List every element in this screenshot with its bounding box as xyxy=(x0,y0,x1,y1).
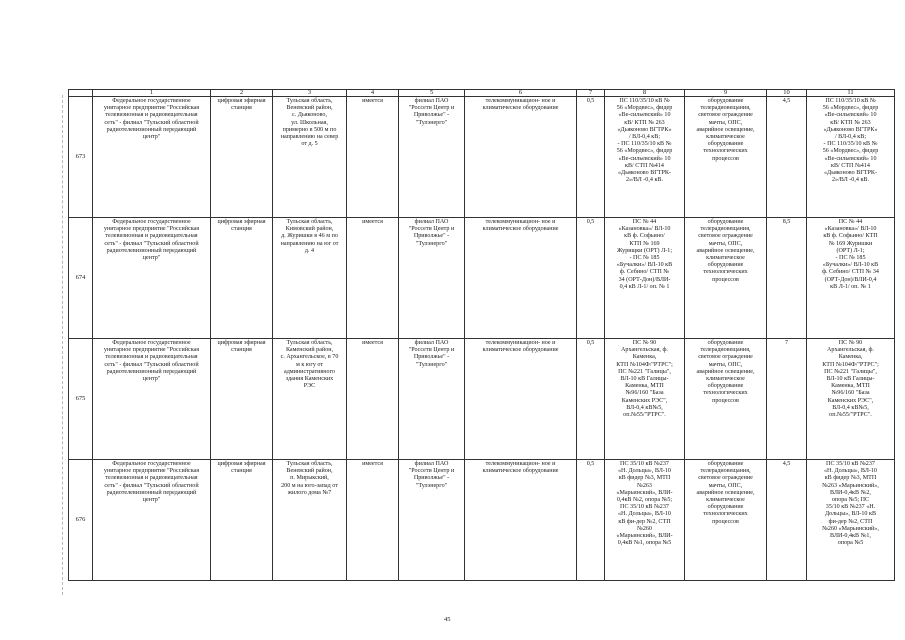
reserve-connection-cell: ПС № 44 «Казановка»/ ВЛ-10 кВ ф. Софьино/ КТП № 169 Журишки (ОРТ) Л-1; - ПС № 185 «Бучалки»/ ВЛ-10 кВ ф. Себино/ СТП № 34 (ОРТ-Дон)/ВЛИ-0,4 кВ Л-1/ оп. № 1 xyxy=(807,218,895,339)
reserve-connection-cell: ПС 110/35/10 кВ № 56 «Мордвес», фидер «Ве-сильевский» 10 кВ/ КТП № 263 «Дьяконово ВГТРК» / ВЛ-0,4 кВ; - ПС 110/35/10 кВ № 56 «Мордвес», фидер «Ве-сильевский» 10 кВ/ СТП №414 «Дьяконово ВГТРК- 2»/ВЛ -0,4 кВ. xyxy=(807,97,895,218)
owner-cell: Федеральное государственное унитарное предприятие "Российская телевизионная и радиовещательная сеть" - филиал "Тульский областной радиотелевизионный передающий центр" xyxy=(93,460,211,581)
header-cell: 9 xyxy=(685,90,767,97)
availability-cell: имеется xyxy=(347,339,399,460)
owner-cell: Федеральное государственное унитарное предприятие "Российская телевизионная и радиовещательная сеть" - филиал "Тульский областной радиотелевизионный передающий центр" xyxy=(93,97,211,218)
power-cell: 0,5 xyxy=(577,339,605,460)
capacity-cell: 8,5 xyxy=(767,218,807,339)
row-number: 674 xyxy=(69,218,93,339)
address-cell: Тульская область, Веневский район, с. Дьяконово, ул. Школьная, примерно в 500 м по направлению на север от д. 5 xyxy=(273,97,347,218)
header-cell: 6 xyxy=(465,90,577,97)
reserve-connection-cell: ПС 35/10 кВ №237 «Н. Дольцы», ВЛ-10 кВ фидер №3, МТП №263 «Марьинский», ВЛИ-0,4кВ №2, опора №5; ПС 35/10 кВ №237 «Н. Дольцы», ВЛ-10 кВ фи-дер №2, СТП №260 «Марьинский», ВЛИ-0,4кВ №1, опора №5 xyxy=(807,460,895,581)
grid-organization-cell: филиал ПАО "Россети Центр и Приволжье" - "Тулэнерго" xyxy=(399,218,465,339)
owner-cell: Федеральное государственное унитарное предприятие "Российская телевизионная и радиовещательная сеть" - филиал "Тульский областной радиотелевизионный передающий центр" xyxy=(93,218,211,339)
availability-cell: имеется xyxy=(347,460,399,581)
object-type-cell: цифровая эфирная станция xyxy=(211,339,273,460)
header-cell: 10 xyxy=(767,90,807,97)
power-cell: 0,5 xyxy=(577,97,605,218)
header-cell: 4 xyxy=(347,90,399,97)
availability-cell: имеется xyxy=(347,218,399,339)
table-row xyxy=(69,460,895,581)
capacity-cell: 7 xyxy=(767,339,807,460)
grid-organization-cell: филиал ПАО "Россети Центр и Приволжье" - "Тулэнерго" xyxy=(399,97,465,218)
equipment-cell: телекоммуникацион- ное и климатическое оборудование xyxy=(465,218,577,339)
object-type-cell: цифровая эфирная станция xyxy=(211,97,273,218)
load-type-cell: оборудование телерадиовещания, световое ограждение мачты, ОПС, аварийное освещение, климатическое оборудование технологических процессов xyxy=(685,218,767,339)
header-cell: 1 xyxy=(93,90,211,97)
equipment-cell: телекоммуникацион- ное и климатическое оборудование xyxy=(465,339,577,460)
header-cell: 5 xyxy=(399,90,465,97)
page-number: 45 xyxy=(444,616,451,623)
equipment-cell: телекоммуникацион- ное и климатическое оборудование xyxy=(465,97,577,218)
connection-point-cell: ПС 35/10 кВ №237 «Н. Дольцы», ВЛ-10 кВ фидер №3, МТП №263 «Марьинский», ВЛИ- 0,4кВ №2, опора №5; ПС 35/10 кВ №237 «Н. Дольцы», ВЛ-10 кВ фи-дер №2, СТП №260 «Марьинский», ВЛИ- 0,4кВ №1, опора №5 xyxy=(605,460,685,581)
margin-line xyxy=(62,95,63,595)
availability-cell: имеется xyxy=(347,97,399,218)
header-cell: 3 xyxy=(273,90,347,97)
header-cell: 8 xyxy=(605,90,685,97)
connection-point-cell: ПС 110/35/10 кВ № 56 «Мордвес», фидер «Ве-сильевский» 10 кВ/ КТП № 263 «Дьяконово ВГТРК» / ВЛ-0,4 кВ; - ПС 110/35/10 кВ № 56 «Мордвес», фидер «Ве-сильевский» 10 кВ/ СТП №414 «Дьяконово ВГТРК- 2»/ВЛ -0,4 кВ. xyxy=(605,97,685,218)
row-number: 675 xyxy=(69,339,93,460)
row-number: 673 xyxy=(69,97,93,218)
table-row xyxy=(69,339,895,460)
reserve-connection-cell: ПС № 90 Архангельская, ф. Каменка, КТП №104Ф/"РТРС"; ПС №221 "Галицы", ВЛ-10 кВ Галицы- Каменка, МТП №96/160 "База Каменских РЭС", ВЛ-0,4 кВ№5, оп.№55/"РТРС". xyxy=(807,339,895,460)
address-cell: Тульская область, Кимовский район, д. Журишки в 46 м по направлению на юг от д. 4 xyxy=(273,218,347,339)
header-cell: 11 xyxy=(807,90,895,97)
table-row xyxy=(69,218,895,339)
object-type-cell: цифровая эфирная станция xyxy=(211,218,273,339)
object-type-cell: цифровая эфирная станция xyxy=(211,460,273,581)
grid-organization-cell: филиал ПАО "Россети Центр и Приволжье" - "Тулэнерго" xyxy=(399,339,465,460)
owner-cell: Федеральное государственное унитарное предприятие "Российская телевизионная и радиовещательная сеть" - филиал "Тульский областной радиотелевизионный передающий центр" xyxy=(93,339,211,460)
connection-point-cell: ПС № 90 Архангельская, ф. Каменка, КТП №104Ф/"РТРС"; ПС №221 "Галицы", ВЛ-10 кВ Галицы- Каменка, МТП №96/160 "База Каменских РЭС", ВЛ-0,4 кВ№5, оп.№55/"РТРС". xyxy=(605,339,685,460)
address-cell: Тульская область, Каменский район, с. Архангельское, в 70 м к югу от административного здания Каменских РЭС xyxy=(273,339,347,460)
header-cell: 7 xyxy=(577,90,605,97)
equipment-cell: телекоммуникацион- ное и климатическое оборудование xyxy=(465,460,577,581)
header-cell-blank xyxy=(69,90,93,97)
capacity-cell: 4,5 xyxy=(767,460,807,581)
table-row xyxy=(69,97,895,218)
power-cell: 0,5 xyxy=(577,460,605,581)
header-row xyxy=(69,90,895,97)
load-type-cell: оборудование телерадиовещания, световое ограждение мачты, ОПС, аварийное освещение, климатическое оборудование технологических процессов xyxy=(685,460,767,581)
load-type-cell: оборудование телерадиовещания, световое ограждение мачты, ОПС, аварийное освещение, климатическое оборудование технологических процессов xyxy=(685,97,767,218)
row-number: 676 xyxy=(69,460,93,581)
load-type-cell: оборудование телерадиовещания, световое ограждение мачты, ОПС, аварийное освещение, климатическое оборудование технологических процессов xyxy=(685,339,767,460)
grid-organization-cell: филиал ПАО "Россети Центр и Приволжье" - "Тулэнерго" xyxy=(399,460,465,581)
registry-table xyxy=(68,89,895,581)
power-cell: 0,5 xyxy=(577,218,605,339)
connection-point-cell: ПС № 44 «Казановка»/ ВЛ-10 кВ ф. Софьино/ КТП № 169 Журищки (ОРТ) Л-1; - ПС № 185 «Бучалки»/ ВЛ-10 кВ ф. Себино/ СТП № 34 (ОРТ-Дон)/ВЛИ- 0,4 кВ Л-1/ оп. № 1 xyxy=(605,218,685,339)
header-cell: 2 xyxy=(211,90,273,97)
address-cell: Тульская область, Веневский район, п. Мирыкский, 200 м на юго-запад от жилого дома №7 xyxy=(273,460,347,581)
capacity-cell: 4,5 xyxy=(767,97,807,218)
